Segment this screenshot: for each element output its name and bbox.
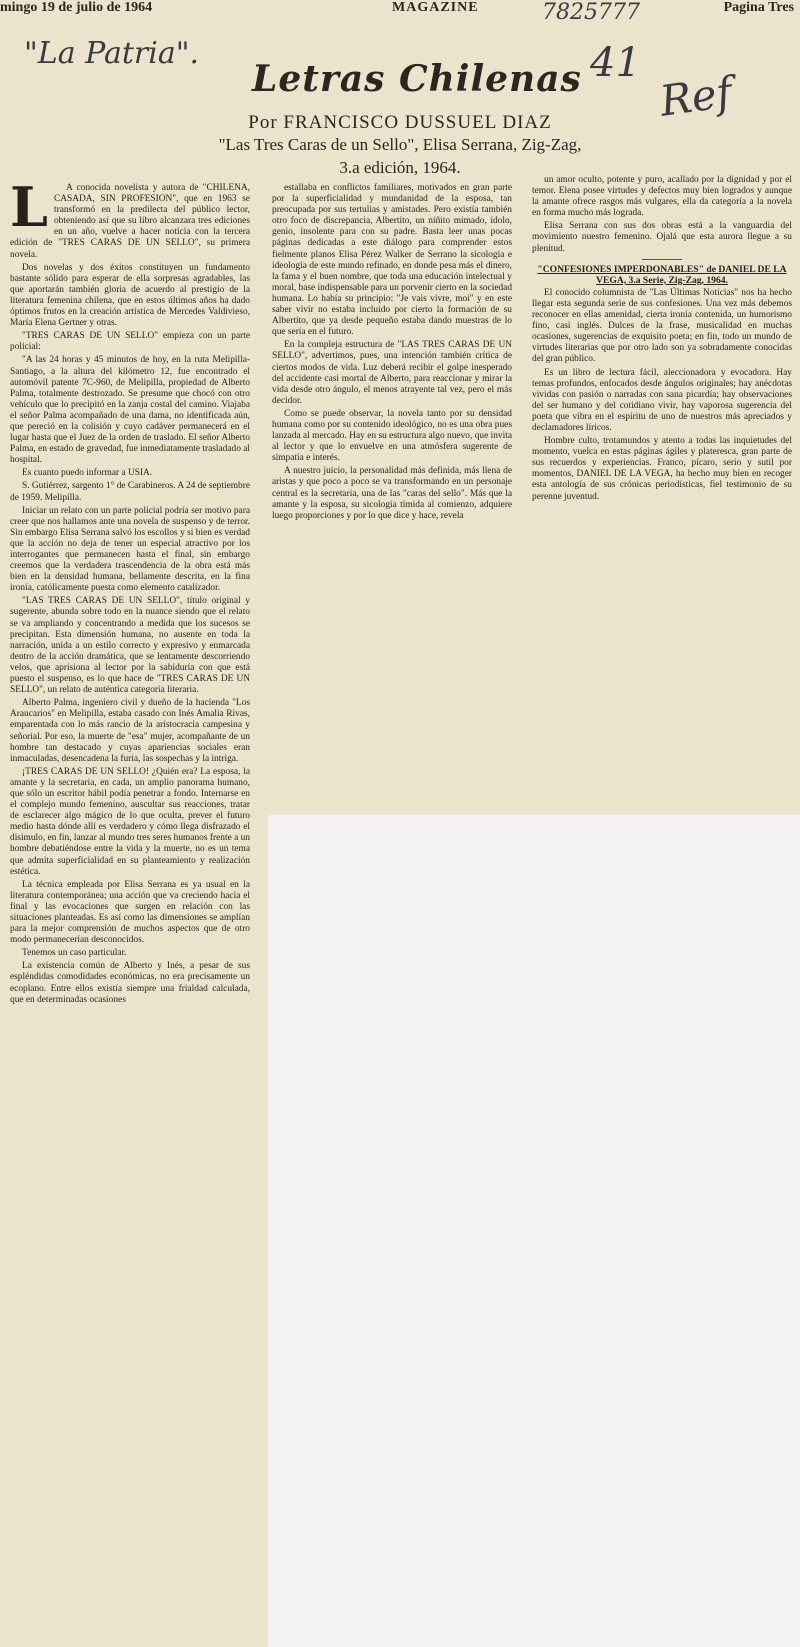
- paragraph: Dos novelas y dos éxitos constituyen un fundamento bastante sólido para esperar de ella sorpresas agradables, las que aportarán también gloria de acuerdo al prestigio de la literatura femenina chilena, que en estos últimos años ha dado óptimos frutos en la creación artística de Mercedes Valdivieso, María Elena Gertner y otras.: [10, 262, 250, 329]
- page-number: Pagina Tres: [723, 0, 794, 15]
- paragraph: S. Gutiérrez, sargento 1° de Carabineros. A 24 de septiembre de 1959. Melipilla.: [10, 481, 250, 503]
- paragraph: Es cuanto puedo informar a USIA.: [22, 468, 153, 479]
- handwritten-code: 7825777: [542, 0, 640, 25]
- book-edition: 3.a edición, 1964.: [339, 158, 461, 177]
- column-1: [10, 175, 251, 1008]
- article-title: Letras Chilenas: [252, 58, 582, 100]
- paragraph: ¡TRES CARAS DE UN SELLO! ¿Quién era? La esposa, la amante y la secretaria, en cada, un amplio panorama humano, que sólo un escritor hábil podía penetrar a fondo. Internarse en el complejo mundo femenino, auscultar sus reacciones, tratar de esclarecer algo mágico de lo que oculta, prever el futuro medio hasta dónde allí es verdadero y cómo llega disfrazado el disimulo, en fin, lanzar al mundo tres seres humanos frente a un hombre debatiéndose entre la vida y la muerte, no es un tema que admita superficialidad en su planteamiento y realización estética.: [10, 766, 250, 877]
- paragraph: A conocida novelista y autora de "CHILENA, CASADA, SIN PROFESION", que en 1963 se transformó en la predilecta del público lector, obteniendo así que su libro alcanzara tres ediciones en un año, vuelve a hacer noticia con la tercera edición de "TRES CARAS DE UN SELLO", su primera novela.: [10, 183, 250, 260]
- handwritten-ref: Ref: [656, 67, 736, 126]
- paragraph: La técnica empleada por Elisa Serrana es ya usual en la literatura contemporánea; una acción que va creciendo hacia el final y las evocaciones que surgen en relación con las situaciones planteadas. Es así como las dimensiones se amplían para la mejor comprensión de muchos aspectos que de otro modo permanecerían desconocidos.: [10, 879, 250, 946]
- issue-date: mingo 19 de julio de 1964: [0, 0, 153, 15]
- article-byline: Por FRANCISCO DUSSUEL DIAZ: [248, 112, 552, 133]
- paragraph: El conocido columnista de "Las Últimas Noticias" nos ha hecho llegar esta segunda serie de sus confesiones. Una vez más debemos reconocer en ellas amenidad, cierta ironía contenida, un humorismo fino, casi inglés. Dulces de la frase, musicalidad en muchas ocasiones, sugerencias de exquisito poeta; en fin, todo un mundo de virtudes literarias que por otro lado son ya sobradamente conocidas del gran público.: [532, 287, 792, 365]
- paragraph: "TRES CARAS DE UN SELLO" empieza con un parte policial:: [10, 331, 250, 353]
- paragraph: Elisa Serrana con sus dos obras está a la vanguardia del movimiento nuestro femenino. Ojalá que esta aurora llegue a su plenitud.: [532, 221, 792, 254]
- paragraph: Hombre culto, trotamundos y atento a todas las inquietudes del momento, vuelca en estas páginas ágiles y plateresca, gran parte de sus recuerdos y experiencias. Franco, pícaro, serio y sutil por momentos, DANIEL DE LA VEGA, ha hecho muy bien en recoger esta antología de sus crónicas periodísticas, fiel testimonio de su perenne juventud.: [532, 436, 792, 502]
- paragraph: Alberto Palma, ingeniero civil y dueño de la hacienda "Los Araucarios" en Melipilla, estaba casado con Inés Amalia Rivas, emparentada con lo más rancio de la aristocracia campesina y señorial. Por eso, la muerte de "esa" mujer, acompañante de un hombre tan destacado y cuyas apariencias sociales eran inmaculadas, desencadena la furia, las sospechas y la intriga.: [10, 698, 250, 764]
- handwritten-source: "La Patria".: [24, 36, 200, 71]
- paragraph: un amor oculto, potente y puro, acallado por la dignidad y por el temor. Elena posee virtudes y defectos muy bien logrados y aunque la amante ofrece rasgos más vulgares, ella da categoría a la novela en forma mucho más lograda.: [532, 175, 792, 219]
- paragraph: A nuestro juicio, la personalidad más definida, más llena de aristas y que poco a poco se va transformando en un personaje central es la secretaria, una de las "caras del sello". Más que la amante y la esposa, su sicología tímida al comienzo, adquiere luego proporciones y por lo que dice y hace, revela: [272, 466, 512, 521]
- section-divider: [642, 259, 682, 260]
- paragraph: La existencia común de Alberto y Inés, a pesar de sus espléndidas comodidades económicas, no era precisamente un ecoplano. Entre ellos existía siempre una frialdad calculada, que en determinadas ocasiones: [10, 961, 250, 1005]
- paragraph: estallaba en conflictos familiares, motivados en gran parte por la superficialidad y mundanidad de la esposa, tan preocupada por sus tertulias y amistades. Pero existía también otro foco de discrepancia, Albertito, un niñito mimado, ídolo, genio, insolente para con su padre. Basta leer unas pocas páginas dedicadas a este diálogo para comprender estos fielmente planos Elisa Pérez Walker de Serrano la sicología e ideología de este mundo refinado, en donde pesa más el dinero, la fama y el buen nombre, que toda una educación intelectual y moral, base indispensable para un porvenir cierto en la sociedad humana. Lo había su principio: "Je vais vivre, moi" y en este saber vivir no estaba incluido por cierto la formación de su Albertito, que ya desde pequeño estaba dando muestras de lo que sería en el futuro.: [272, 183, 513, 338]
- paragraph: Iniciar un relato con un parte policial podría ser motivo para creer que nos hallamos ante una novela de suspenso y de terror. Sin embargo Elisa Serrana salvó los escollos y si bien es verdad que la acción no deja de tener un especial atractivo por los interrogantes que permanecen hasta el final, sin embargo creemos que la verdadera trascendencia de la obra está más bien en la densidad humana, bellamente descrita, en la fina ironía, católicamente puesta como elemento catalizador.: [10, 505, 250, 594]
- paragraph: Como se puede observar, la novela tanto por su densidad humana como por su contenido ideológico, no es una obra pues lanzada al mercado. Hay en su estructura algo nuevo, que invita al lector y que lo envuelve en una atmósfera sugerente de simpatía e interés.: [272, 408, 512, 464]
- paragraph: Tenemos un caso particular.: [22, 948, 127, 959]
- column-3: [532, 175, 792, 505]
- column-2: [272, 183, 512, 524]
- paragraph: Es un libro de lectura fácil, aleccionadora y evocadora. Hay temas profundos, enfocados desde ángulos originales; hay anécdotas vividas con pasión o narradas con sana picardía; hay observaciones del ser humano y del cotidiano vivir, hay vaporosa sugerencia del poeta que vibra en el espíritu de uno de nuestros más apreciados y declamadores líricos.: [532, 367, 792, 433]
- handwritten-number: 41: [590, 40, 641, 86]
- section-name: MAGAZINE: [392, 0, 479, 15]
- paragraph: "LAS TRES CARAS DE UN SELLO", título original y sugerente, abunda sobre todo en la nuance siendo que el relato se va ampliando y concentrando a medida que los sucesos se precipitan. Esta dimensión humana, no ausente en toda la narración, unida a un estilo correcto y expresivo y enmarcada dentro de la acción dramática, que se lentamente descorriendo velos, que aprisiona al lector por la sabiduría con que está puesto el suspenso, es lo que hace de "TRES CARAS DE UN SELLO", un relato de auténtica categoría literaria.: [10, 596, 250, 696]
- paragraph: En la compleja estructura de "LAS TRES CARAS DE UN SELLO", advertimos, pues, una intención también crítica de ciertos modos de vida. Luz deberá recibir el golpe inesperado del accidente casi mortal de Alberto, para reaccionar y mirar la vida desde otro ángulo, el menos atrayente tal vez, pero el más decidor.: [272, 340, 512, 406]
- reviewed-book: "Las Tres Caras de un Sello", Elisa Serrana, Zig-Zag,: [218, 135, 582, 154]
- newspaper-header: [0, 0, 800, 16]
- drop-cap: L: [10, 175, 48, 239]
- paragraph: "A las 24 horas y 45 minutos de hoy, en la ruta Melipilla-Santiago, a la altura del kilómetro 12, fue encontrado el automóvil patente 7C-960, de Melipilla, propiedad de Alberto Palma, totalmente destrozado. Se presume que chocó con otro vehículo que lo precipitó en la zanja costal del camino. Viajaba el señor Palma acompañado de una dama, no identificada aún, que pereció en la colisión y cuyo cadáver permanecerá en el lugar hasta que el Juez de la orden de traslado. El señor Alberto Palma, en estado de gravedad, fue inmediatamente trasladado al hospital.: [10, 355, 251, 466]
- section-heading: "CONFESIONES IMPERDONABLES" de DANIEL DE LA VEGA, 3.a Serie, Zig-Zag, 1964.: [537, 263, 787, 286]
